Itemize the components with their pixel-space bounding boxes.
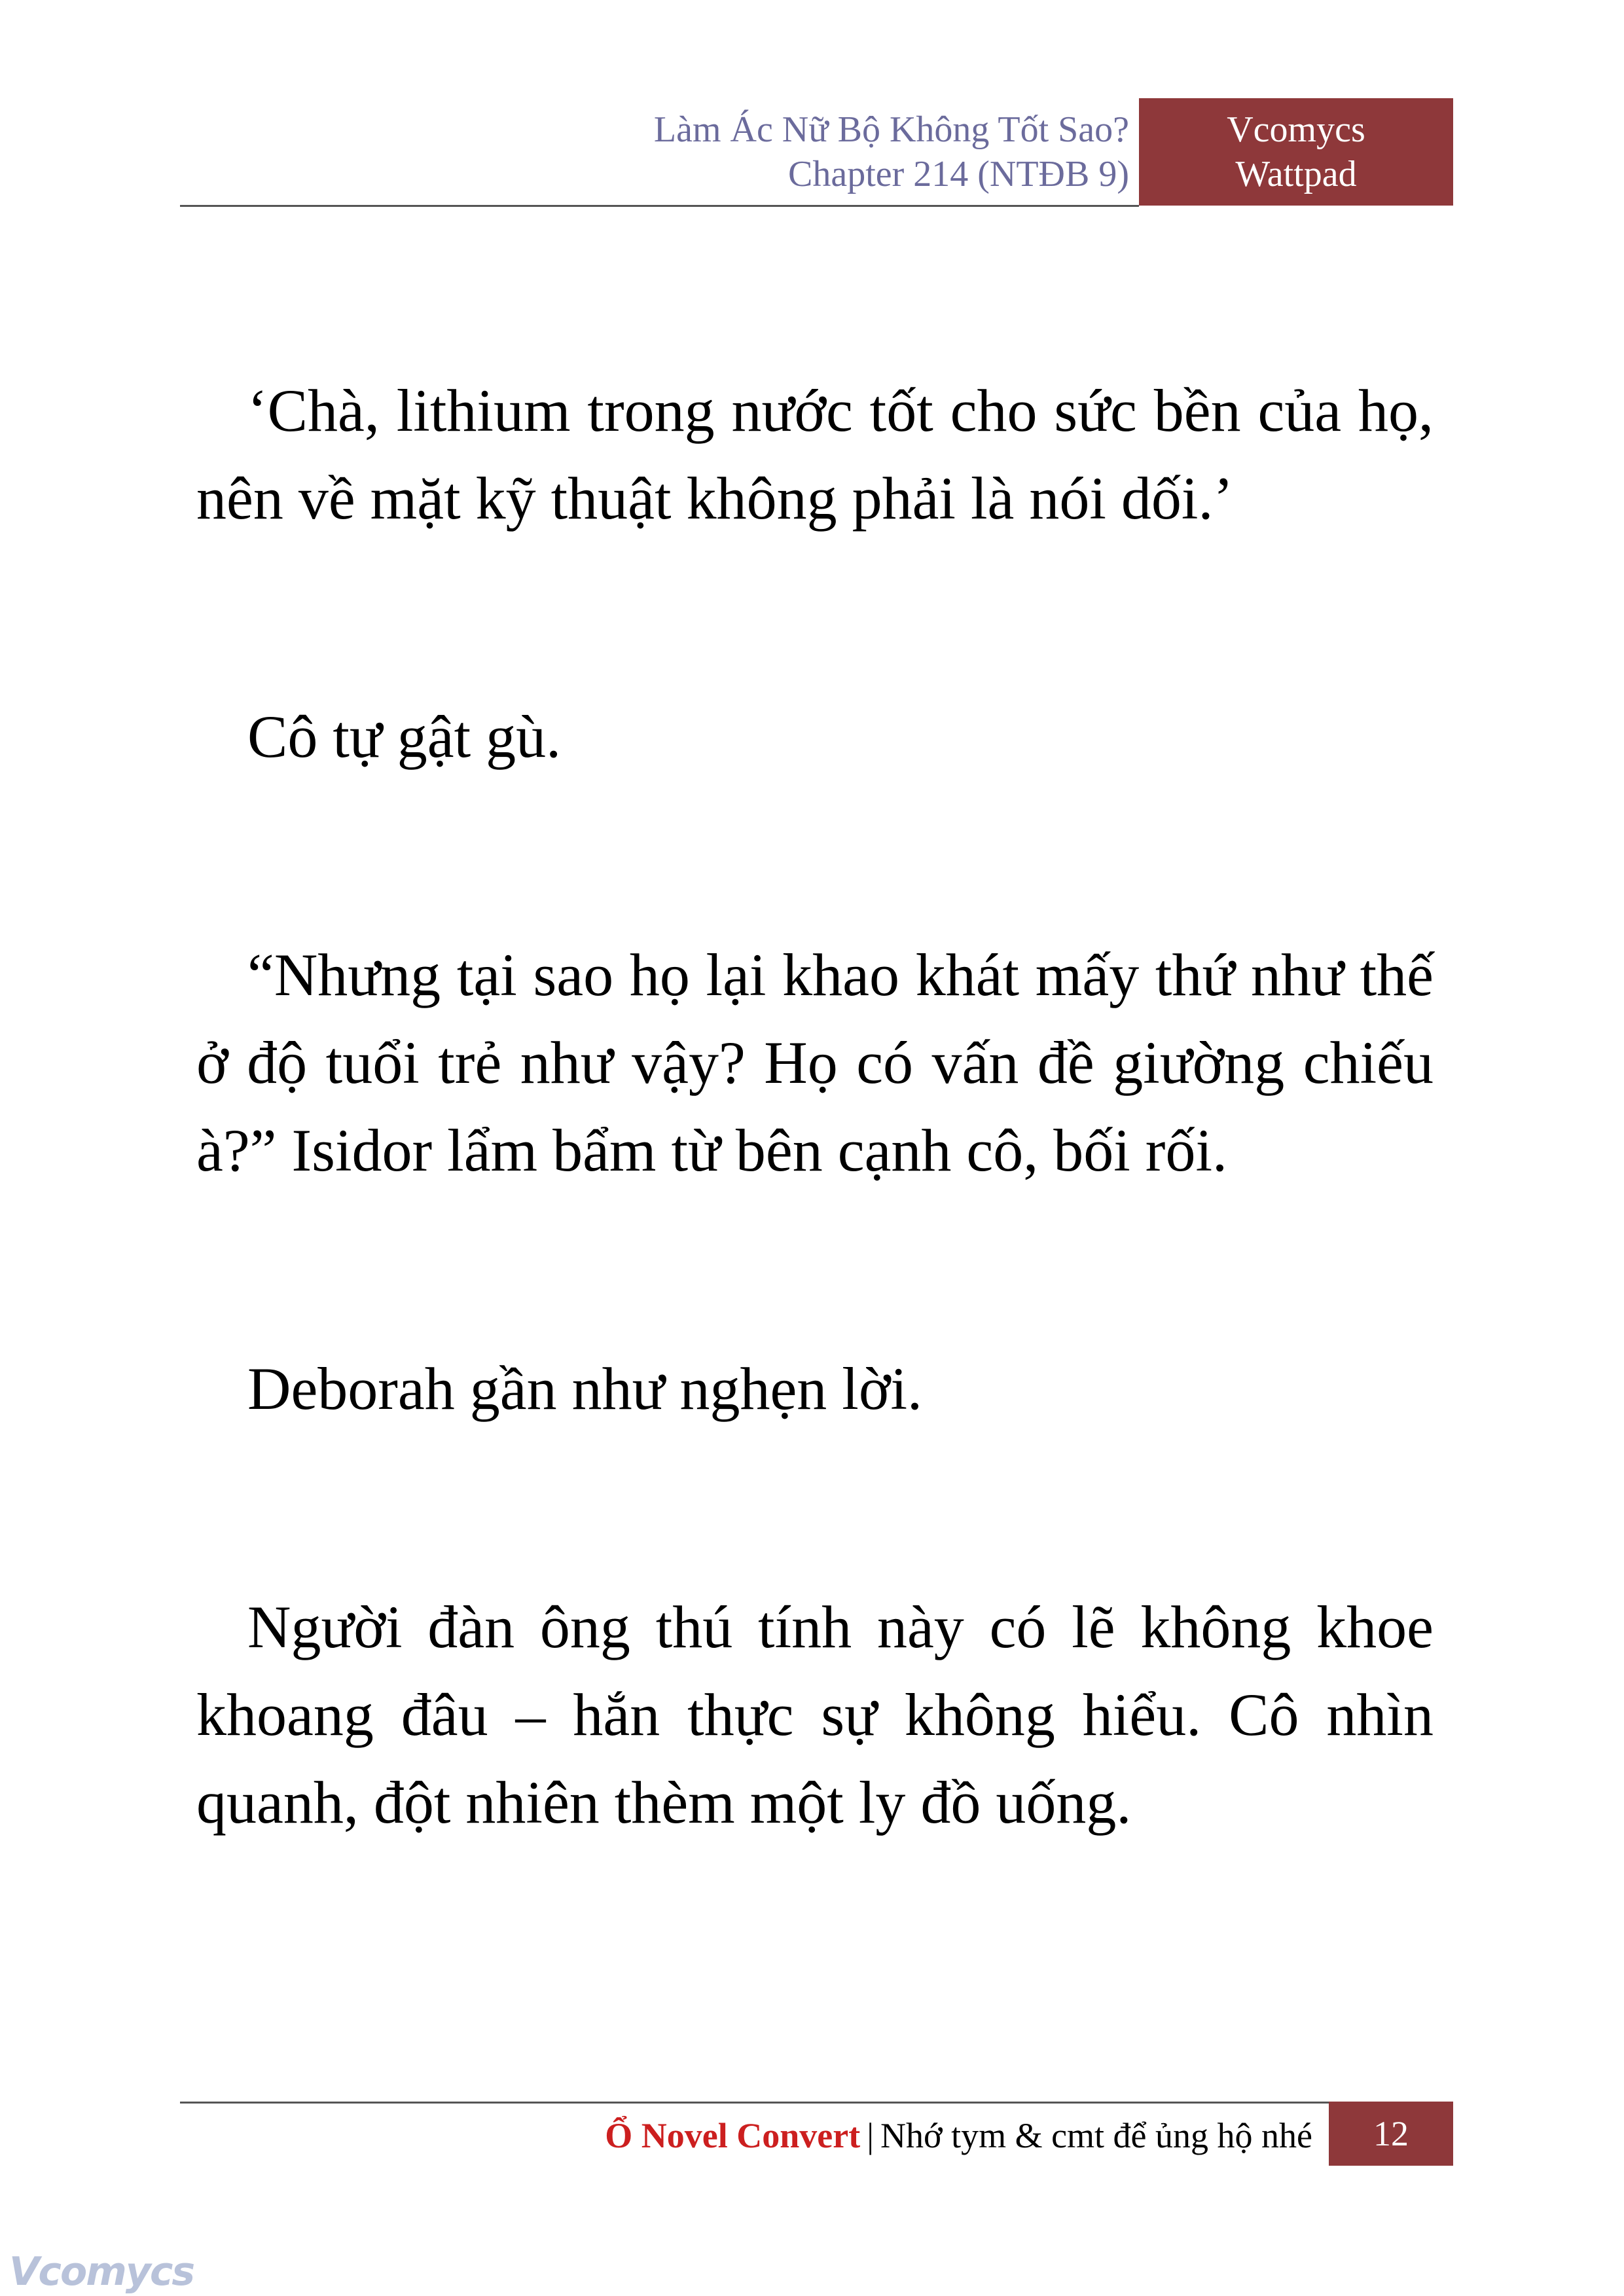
source-badge-line1: Vcomycs — [1227, 109, 1365, 150]
chapter-body — [196, 367, 1434, 1846]
source-badge — [1139, 98, 1453, 206]
source-badge-line2: Wattpad — [1235, 154, 1357, 194]
paragraph-5: Người đàn ông thú tính này có lẽ không khoe khoang đâu – hắn thực sự không hiểu. Cô nhìn quanh, đột nhiên thèm một ly đồ uống. — [196, 1594, 1434, 1836]
header-divider — [180, 205, 1139, 207]
header-titles — [654, 107, 1129, 196]
paragraph-1: ‘Chà, lithium trong nước tốt cho sức bền của họ, nên về mặt kỹ thuật không phải là nói dối.’ — [196, 377, 1434, 532]
paragraph-2: Cô tự gật gù. — [247, 703, 562, 770]
paragraph-3: “Nhưng tại sao họ lại khao khát mấy thứ như thế ở độ tuổi trẻ như vậy? Họ có vấn đề giường chiếu à?” Isidor lẩm bẩm từ bên cạnh cô, bối rối. — [196, 941, 1434, 1184]
footer-divider — [180, 2102, 1329, 2104]
footer-credit — [605, 2115, 1312, 2157]
brand-name: Ổ Novel Convert — [605, 2116, 861, 2155]
chapter-label: Chapter 214 (NTĐB 9) — [787, 154, 1129, 194]
page-header — [180, 98, 1453, 207]
paragraph-4: Deborah gần như nghẹn lời. — [247, 1355, 923, 1422]
watermark-logo: Vcomycs — [9, 2249, 194, 2295]
page-number: 12 — [1329, 2102, 1453, 2166]
footer-message: Nhớ tym & cmt để ủng hộ nhé — [880, 2116, 1312, 2155]
page-footer — [180, 2102, 1453, 2166]
footer-separator: | — [867, 2116, 875, 2155]
book-title: Làm Ác Nữ Bộ Không Tốt Sao? — [653, 109, 1129, 150]
